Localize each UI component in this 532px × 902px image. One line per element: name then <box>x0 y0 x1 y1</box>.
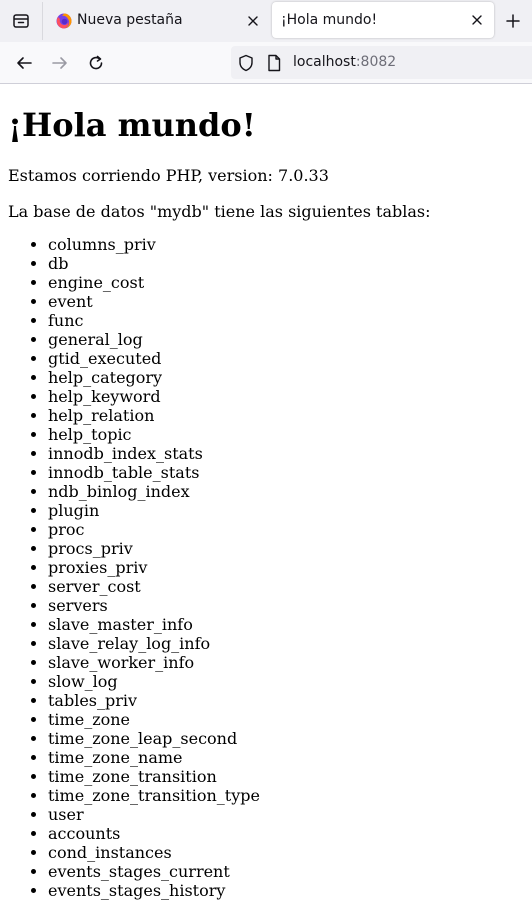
list-item: • help_relation <box>48 406 260 425</box>
list-item: • plugin <box>48 501 260 520</box>
list-item: • events_stages_current <box>48 862 260 881</box>
tab-strip <box>0 0 532 42</box>
reload-button[interactable] <box>83 50 109 76</box>
list-item: • ndb_binlog_index <box>48 482 260 501</box>
list-item: • engine_cost <box>48 273 260 292</box>
url-port: :8082 <box>355 54 397 70</box>
url-bar[interactable] <box>231 46 532 79</box>
tab-title: ¡Hola mundo! <box>281 12 378 28</box>
page-title: ¡Hola mundo! <box>8 106 256 144</box>
list-item: • innodb_table_stats <box>48 463 260 482</box>
list-item: • slave_master_info <box>48 615 260 634</box>
list-item: • gtid_executed <box>48 349 260 368</box>
back-arrow-icon <box>16 55 32 71</box>
close-icon <box>248 16 258 26</box>
list-item: • help_topic <box>48 425 260 444</box>
shield-icon[interactable] <box>237 54 255 72</box>
list-item: • tables_priv <box>48 691 260 710</box>
list-item: • user <box>48 805 260 824</box>
page-icon[interactable] <box>266 54 282 72</box>
url-host: localhost <box>293 54 356 70</box>
new-tab-button[interactable] <box>501 9 525 33</box>
list-item: • general_log <box>48 330 260 349</box>
list-item: • help_category <box>48 368 260 387</box>
list-item: • event <box>48 292 260 311</box>
list-item: • servers <box>48 596 260 615</box>
list-item: • db <box>48 254 260 273</box>
tab-close-button[interactable] <box>243 11 263 31</box>
list-item: • procs_priv <box>48 539 260 558</box>
url-text[interactable] <box>293 54 396 70</box>
tab-hola-mundo[interactable] <box>272 2 494 38</box>
tab-close-button[interactable] <box>467 10 487 30</box>
list-item: • time_zone_transition_type <box>48 786 260 805</box>
forward-button[interactable] <box>47 50 73 76</box>
list-item: • time_zone_leap_second <box>48 729 260 748</box>
plus-icon <box>506 14 520 28</box>
navigation-bar <box>0 42 532 84</box>
list-item: • proc <box>48 520 260 539</box>
tab-list-icon <box>12 12 30 30</box>
tables-intro-text: La base de datos "mydb" tiene las siguientes tablas: <box>8 202 431 221</box>
back-button[interactable] <box>11 50 37 76</box>
list-item: • time_zone <box>48 710 260 729</box>
close-icon <box>472 15 482 25</box>
list-item: • accounts <box>48 824 260 843</box>
tab-list-button[interactable] <box>0 0 42 42</box>
tab-new-tab[interactable] <box>43 0 269 42</box>
list-item: • slave_worker_info <box>48 653 260 672</box>
list-item: • columns_priv <box>48 235 260 254</box>
forward-arrow-icon <box>52 55 68 71</box>
list-item: • slow_log <box>48 672 260 691</box>
list-item: • time_zone_transition <box>48 767 260 786</box>
list-item: • help_keyword <box>48 387 260 406</box>
list-item: • slave_relay_log_info <box>48 634 260 653</box>
tables-list <box>0 235 260 900</box>
list-item: • cond_instances <box>48 843 260 862</box>
php-version-text: Estamos corriendo PHP, version: 7.0.33 <box>8 166 329 185</box>
list-item: • proxies_priv <box>48 558 260 577</box>
firefox-icon <box>56 13 72 29</box>
tab-title: Nueva pestaña <box>77 12 183 28</box>
list-item: • innodb_index_stats <box>48 444 260 463</box>
reload-icon <box>88 55 104 71</box>
list-item: • server_cost <box>48 577 260 596</box>
page-content <box>0 84 532 902</box>
list-item: • events_stages_history <box>48 881 260 900</box>
list-item: • func <box>48 311 260 330</box>
list-item: • time_zone_name <box>48 748 260 767</box>
